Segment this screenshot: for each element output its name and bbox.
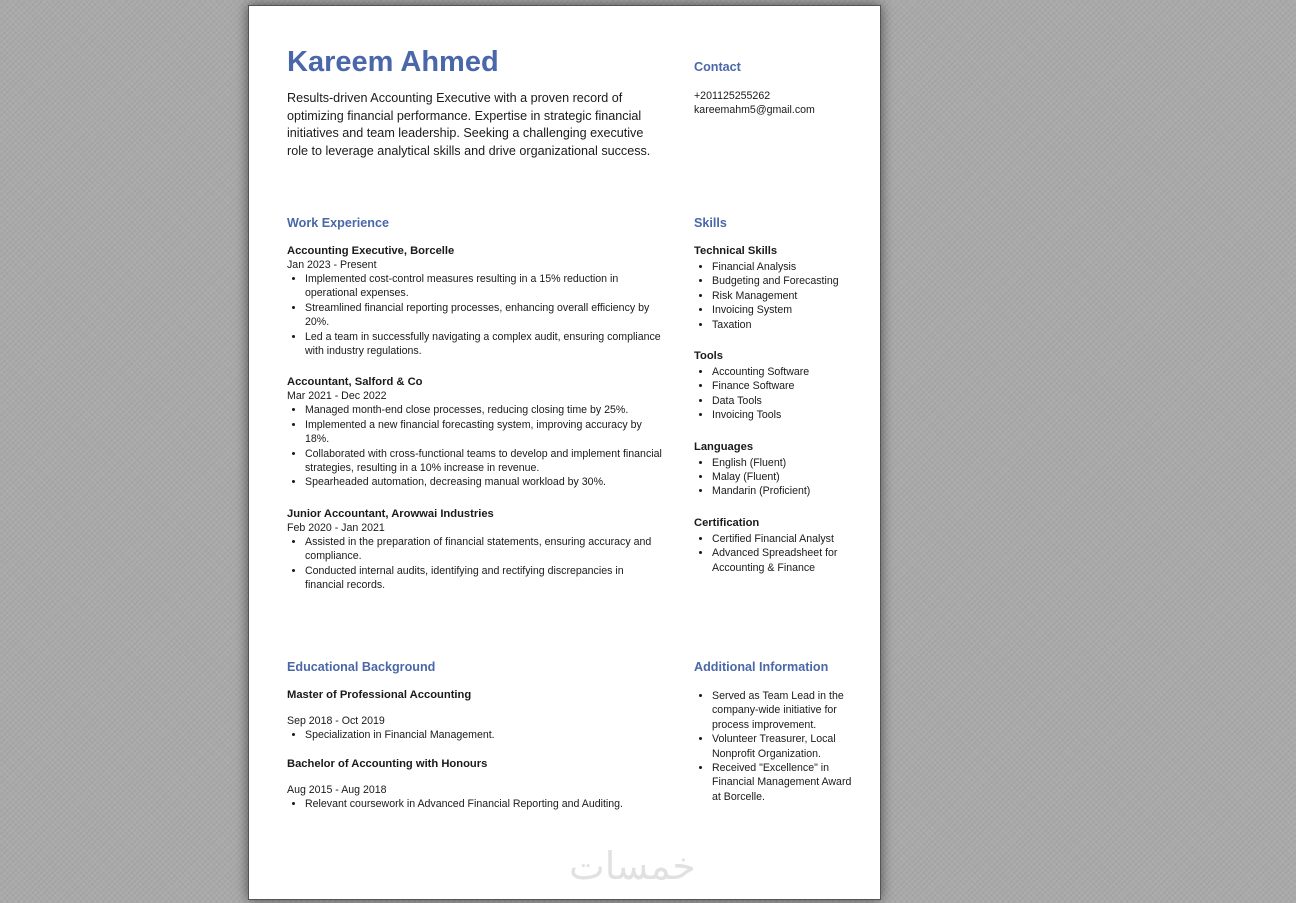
- additional-info-item: • Volunteer Treasurer, Local Nonprofit Organization.: [712, 732, 859, 761]
- additional-info-section: [694, 660, 859, 804]
- job-bullet: • Assisted in the preparation of financial statements, ensuring accuracy and compliance.: [305, 535, 662, 564]
- job-bullet: • Collaborated with cross-functional teams to develop and implement financial strategies, resulting in a 10% increase in revenue.: [305, 447, 662, 476]
- additional-info-item: • Served as Team Lead in the company-wide initiative for process improvement.: [712, 689, 859, 732]
- job-bullet: • Conducted internal audits, identifying and rectifying discrepancies in financial records.: [305, 564, 662, 593]
- degree-dates: Aug 2015 - Aug 2018: [287, 784, 387, 797]
- degree-bullet: • Specialization in Financial Management.: [305, 728, 662, 742]
- skill-group-technical: [694, 245, 859, 332]
- skill-item: • Invoicing Tools: [712, 408, 859, 422]
- contact-phone: +201125255262: [694, 90, 771, 102]
- skill-list: [694, 365, 859, 423]
- skill-group-title: Languages: [694, 440, 754, 453]
- job-bullets: [287, 535, 662, 593]
- professional-summary: Results-driven Accounting Executive with a proven record of optimizing financial performance. Expertise in strategic financial initiatives and team leadership. Seeking a challenging executive role to leverage analytical skills and drive organizational success.: [287, 91, 651, 158]
- skill-item: • English (Fluent): [712, 456, 859, 470]
- skill-group-title: Certification: [694, 516, 760, 529]
- education-entry: [287, 758, 662, 811]
- contact-heading: Contact: [694, 60, 741, 74]
- job-dates: Feb 2020 - Jan 2021: [287, 521, 385, 534]
- job-dates: Mar 2021 - Dec 2022: [287, 390, 387, 403]
- degree-bullets: [287, 797, 662, 811]
- education-section: [287, 660, 662, 828]
- job-bullet: • Spearheaded automation, decreasing manual workload by 30%.: [305, 475, 662, 489]
- additional-info-heading: Additional Information: [694, 660, 829, 674]
- work-experience-section: [287, 216, 662, 611]
- job-bullet: • Streamlined financial reporting processes, enhancing overall efficiency by 20%.: [305, 301, 662, 330]
- skill-item: • Invoicing System: [712, 303, 859, 317]
- education-entry: [287, 689, 662, 742]
- job-bullets: [287, 272, 662, 358]
- job-bullet: • Led a team in successfully navigating a complex audit, ensuring compliance with industry regulations.: [305, 330, 662, 359]
- resume-page: [248, 5, 881, 900]
- skill-item: • Budgeting and Forecasting: [712, 274, 859, 288]
- skills-section: [694, 216, 859, 593]
- job-entry: [287, 376, 662, 489]
- skill-group-title: Tools: [694, 350, 724, 363]
- job-title: Accountant, Salford & Co: [287, 376, 423, 389]
- job-bullet: • Implemented a new financial forecasting system, improving accuracy by 18%.: [305, 418, 662, 447]
- skill-list: [694, 456, 859, 499]
- skill-item: • Financial Analysis: [712, 260, 859, 274]
- skill-group-certification: [694, 517, 859, 575]
- skill-group-title: Technical Skills: [694, 245, 778, 257]
- degree-dates: Sep 2018 - Oct 2019: [287, 715, 385, 727]
- job-dates: Jan 2023 - Present: [287, 259, 377, 271]
- job-title: Junior Accountant, Arowwai Industries: [287, 507, 494, 520]
- skill-item: • Advanced Spreadsheet for Accounting & Finance: [712, 546, 859, 575]
- job-bullets: [287, 403, 662, 489]
- skill-item: • Data Tools: [712, 394, 859, 408]
- degree-bullets: [287, 728, 662, 742]
- skill-item: • Malay (Fluent): [712, 470, 859, 484]
- education-heading: Educational Background: [287, 660, 436, 674]
- skills-heading: Skills: [694, 216, 727, 230]
- skill-item: • Finance Software: [712, 379, 859, 393]
- contact-email: kareemahm5@gmail.com: [694, 104, 815, 116]
- additional-info-list: [694, 689, 859, 804]
- skill-item: • Mandarin (Proficient): [712, 484, 859, 498]
- skill-item: • Accounting Software: [712, 365, 859, 379]
- degree-title: Bachelor of Accounting with Honours: [287, 758, 488, 771]
- skill-item: • Taxation: [712, 318, 859, 332]
- additional-info-item: • Received "Excellence" in Financial Management Award at Borcelle.: [712, 761, 859, 804]
- job-title: Accounting Executive, Borcelle: [287, 245, 455, 257]
- job-entry: [287, 508, 662, 593]
- contact-section: [694, 60, 859, 117]
- job-entry: [287, 245, 662, 358]
- degree-bullet: • Relevant coursework in Advanced Financial Reporting and Auditing.: [305, 797, 662, 811]
- skill-item: • Certified Financial Analyst: [712, 532, 859, 546]
- job-bullet: • Implemented cost-control measures resulting in a 15% reduction in operational expenses.: [305, 272, 662, 301]
- skill-list: [694, 532, 859, 575]
- skill-group-languages: [694, 441, 859, 499]
- skill-group-tools: [694, 350, 859, 423]
- skill-list: [694, 260, 859, 332]
- candidate-name: Kareem Ahmed: [287, 46, 499, 78]
- khamsat-watermark: خمسات: [569, 844, 696, 888]
- work-experience-heading: Work Experience: [287, 216, 389, 230]
- degree-title: Master of Professional Accounting: [287, 689, 472, 701]
- skill-item: • Risk Management: [712, 289, 859, 303]
- job-bullet: • Managed month-end close processes, reducing closing time by 25%.: [305, 403, 662, 417]
